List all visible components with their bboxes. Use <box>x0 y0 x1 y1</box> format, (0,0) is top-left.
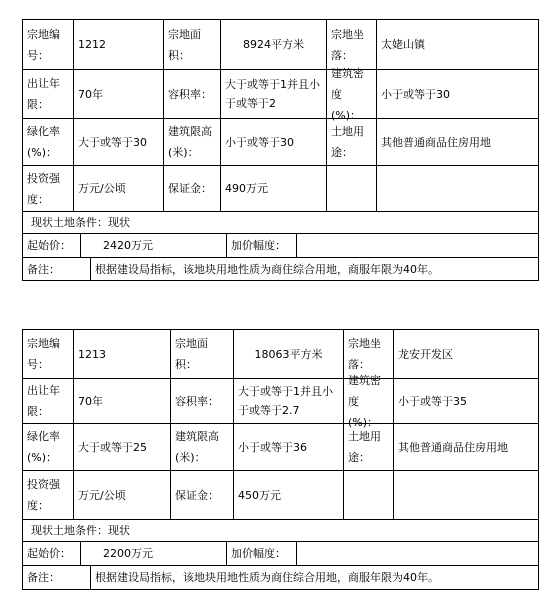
table-row <box>23 424 539 471</box>
table-row <box>23 566 539 590</box>
value-deposit: 490万元 <box>221 166 327 211</box>
value-parcel-number: 1212 <box>74 20 164 69</box>
table-row <box>23 66 539 122</box>
value-parcel-area: 18063平方米 <box>234 330 344 378</box>
label-parcel-location: 宗地坐落： <box>344 330 394 378</box>
table-row <box>23 234 539 258</box>
land-condition: 现状土地条件：现状 <box>23 212 539 233</box>
empty-cell <box>377 166 539 211</box>
value-parcel-location: 龙安开发区 <box>394 330 539 378</box>
label-lease-term: 出让年限： <box>23 70 74 118</box>
table-row <box>23 330 539 379</box>
value-lease-term: 70年 <box>74 379 171 423</box>
table-row <box>23 166 539 212</box>
label-land-use: 土地用途： <box>327 119 377 165</box>
label-price-increment: 加价幅度： <box>227 234 297 257</box>
value-start-price: 2200万元 <box>81 542 227 565</box>
label-land-use: 土地用途： <box>344 424 394 470</box>
value-parcel-location: 太姥山镇 <box>377 20 539 69</box>
table-row <box>23 373 539 429</box>
value-building-density: 小于或等于30 <box>377 70 539 118</box>
label-plot-ratio: 容积率： <box>171 379 234 423</box>
label-price-increment: 加价幅度： <box>227 542 297 565</box>
value-investment-intensity: 万元/公顷 <box>74 471 171 519</box>
value-parcel-area: 8924平方米 <box>221 20 327 69</box>
label-start-price: 起始价： <box>23 234 81 257</box>
parcel-table-1213 <box>22 329 539 590</box>
value-plot-ratio: 大于或等于1并且小于或等于2 <box>221 70 327 118</box>
label-deposit: 保证金： <box>164 166 221 211</box>
label-parcel-area: 宗地面积： <box>171 330 234 378</box>
value-height-limit: 小于或等于30 <box>221 119 327 165</box>
table-row <box>23 471 539 520</box>
value-height-limit: 小于或等于36 <box>234 424 344 470</box>
label-remark: 备注： <box>23 258 91 280</box>
value-plot-ratio: 大于或等于1并且小于或等于2.7 <box>234 379 344 423</box>
value-lease-term: 70年 <box>74 70 164 118</box>
table-row <box>23 542 539 566</box>
label-parcel-number: 宗地编号： <box>23 330 74 378</box>
empty-cell <box>327 166 377 211</box>
value-start-price: 2420万元 <box>81 234 227 257</box>
value-remark: 根据建设局指标，该地块用地性质为商住综合用地，商服年限为40年。 <box>91 258 539 280</box>
label-parcel-number: 宗地编号： <box>23 20 74 69</box>
value-land-use: 其他普通商品住房用地 <box>377 119 539 165</box>
label-building-density: 建筑密度(%)： <box>344 379 394 423</box>
label-deposit: 保证金： <box>171 471 234 519</box>
label-parcel-location: 宗地坐落： <box>327 20 377 69</box>
value-deposit: 450万元 <box>234 471 344 519</box>
table-row <box>23 520 539 542</box>
table-row <box>23 258 539 281</box>
value-remark: 根据建设局指标，该地块用地性质为商住综合用地，商服年限为40年。 <box>91 566 539 589</box>
value-parcel-number: 1213 <box>74 330 171 378</box>
empty-cell <box>344 471 394 519</box>
table-row <box>23 212 539 234</box>
value-land-use: 其他普通商品住房用地 <box>394 424 539 470</box>
label-height-limit: 建筑限高(米)： <box>164 119 221 165</box>
label-start-price: 起始价： <box>23 542 81 565</box>
label-building-density: 建筑密度(%)： <box>327 70 377 118</box>
value-building-density: 小于或等于35 <box>394 379 539 423</box>
value-green-rate: 大于或等于30 <box>74 119 164 165</box>
label-investment-intensity: 投资强度： <box>23 166 74 211</box>
label-green-rate: 绿化率(%)： <box>23 424 74 470</box>
label-green-rate: 绿化率(%)： <box>23 119 74 165</box>
label-height-limit: 建筑限高(米)： <box>171 424 234 470</box>
empty-cell <box>394 471 539 519</box>
value-price-increment <box>297 542 539 565</box>
label-parcel-area: 宗地面积： <box>164 20 221 69</box>
label-investment-intensity: 投资强度： <box>23 471 74 519</box>
value-green-rate: 大于或等于25 <box>74 424 171 470</box>
table-row <box>23 20 539 70</box>
value-price-increment <box>297 234 539 257</box>
parcel-table-1212 <box>22 19 539 281</box>
label-lease-term: 出让年限： <box>23 379 74 423</box>
table-row <box>23 119 539 166</box>
label-plot-ratio: 容积率： <box>164 70 221 118</box>
label-remark: 备注： <box>23 566 91 589</box>
value-investment-intensity: 万元/公顷 <box>74 166 164 211</box>
land-condition: 现状土地条件：现状 <box>23 520 539 541</box>
